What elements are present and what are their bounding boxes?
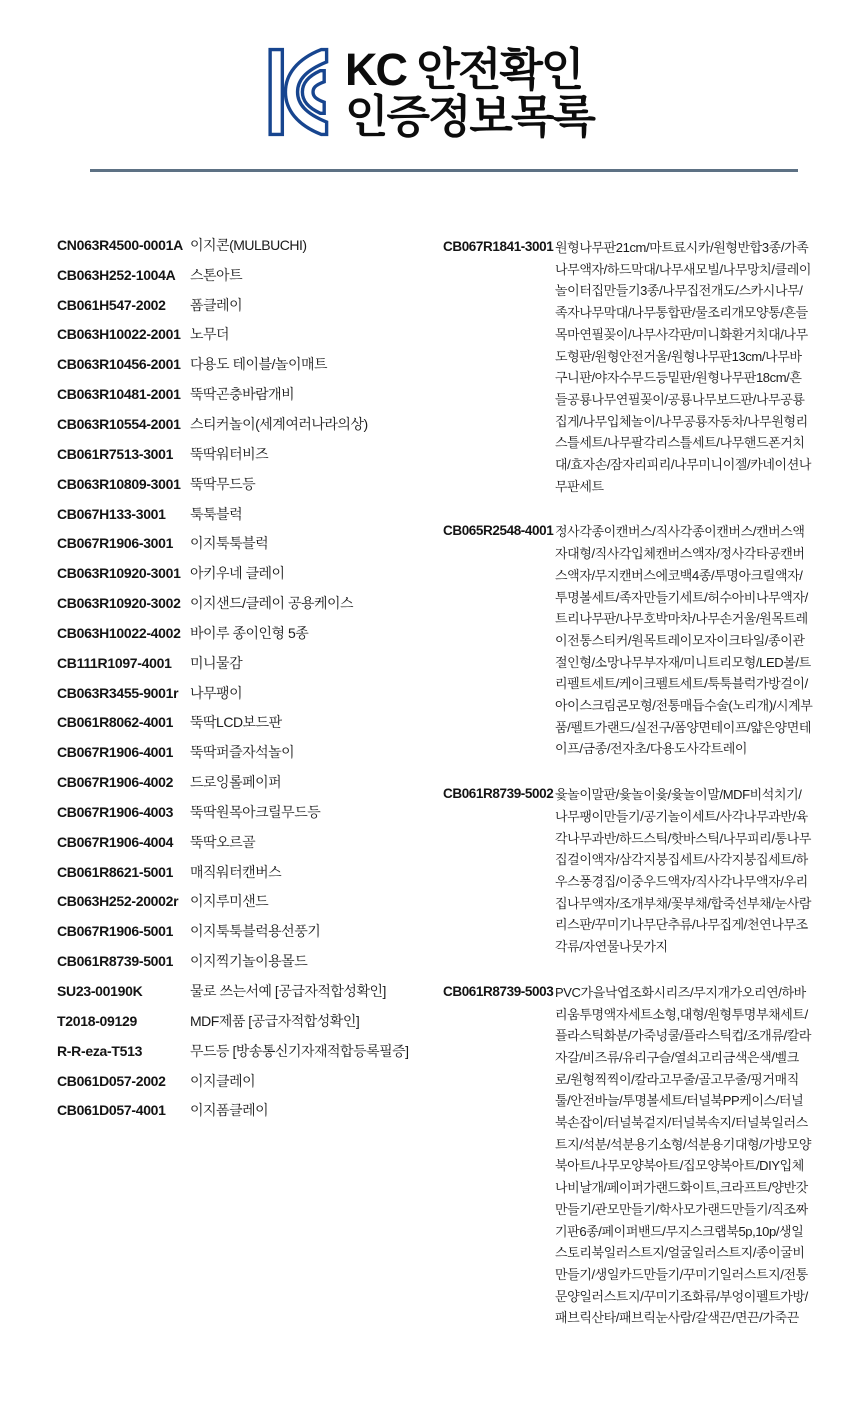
product-name: 이지샌드/클레이 공용케이스	[190, 595, 354, 612]
product-name: 이지폼클레이	[190, 1102, 269, 1119]
certification-row	[57, 678, 427, 708]
certification-row	[57, 320, 427, 350]
certification-code: CB061R8062-4001	[57, 714, 174, 731]
certification-row	[57, 260, 427, 290]
product-name: 이지루미샌드	[190, 893, 269, 910]
certification-row	[57, 1036, 427, 1066]
certification-row	[57, 916, 427, 946]
certification-code: CB067H133-3001	[57, 505, 166, 522]
product-name: 이지툭툭블럭용선풍기	[190, 923, 321, 940]
certification-row	[57, 618, 427, 648]
certification-row	[57, 737, 427, 767]
certification-code: CB063R3455-9001r	[57, 684, 179, 701]
certification-code: CB067R1906-4002	[57, 774, 174, 791]
certification-code: CB063R10481-2001	[57, 386, 181, 403]
certification-code: CB061D057-4001	[57, 1102, 166, 1119]
certification-row	[57, 230, 427, 260]
certification-code: CB067R1841-3001	[443, 239, 554, 254]
certification-row	[57, 827, 427, 857]
certification-code: SU23-00190K	[57, 983, 143, 1000]
product-name: 스티커놀이(세계여러나라의상)	[190, 415, 368, 432]
product-name: 바이루 종이인형 5종	[190, 624, 309, 641]
certification-row	[57, 887, 427, 917]
product-name: 폼클레이	[190, 296, 243, 313]
product-name: 드로잉롤페이퍼	[190, 774, 282, 791]
product-list: 정사각종이캔버스/직사각종이캔버스/캔버스액자대형/직사각입체캔버스액자/정사각타공캔버스액자/무지캔버스에코백4종/투명아크릴액자/투명볼세트/족자만들기세트/허수아비나무액자/트리나무판/나무호박마차/나무손거울/원목트레이전통스티커/원목트레이모자이크타일/종이관절인형/소망나무부자재/미니트리모형/LED볼/트리펠트세트/케이크펠트세트/툭툭블럭가방걸이/아이스크림콘모형/전통매듭수술(노리개)/시계부품/펠트가랜드/실전구/폼양면테이프/얇은양면테이프/금종/전자초/다용도사각트레이	[555, 524, 813, 757]
certification-row	[57, 528, 427, 558]
certification-row	[57, 648, 427, 678]
certification-row	[57, 499, 427, 529]
product-name: 스톤아트	[190, 266, 243, 283]
product-name: 뚝딱무드등	[190, 475, 256, 492]
certification-row	[57, 379, 427, 409]
certification-code: T2018-09129	[57, 1012, 137, 1029]
certification-row	[57, 708, 427, 738]
product-name: 노무더	[190, 326, 230, 343]
page-title-line1: KC 안전확인	[345, 44, 583, 95]
certification-row	[57, 976, 427, 1006]
certification-code: CB063H252-1004A	[57, 266, 176, 283]
certification-list-right	[443, 237, 823, 1353]
certification-row	[57, 1006, 427, 1036]
product-name: 뚝딱원목아크릴무드등	[190, 803, 321, 820]
certification-row	[57, 558, 427, 588]
product-name: 뚝딱곤충바람개비	[190, 386, 295, 403]
certification-code: CB067R1906-4003	[57, 803, 174, 820]
certification-block	[443, 982, 823, 1329]
certification-block	[443, 784, 823, 958]
certification-code: CB111R1097-4001	[57, 654, 172, 671]
certification-row	[57, 1066, 427, 1096]
certification-code: CB061H547-2002	[57, 296, 166, 313]
certification-code: CB061R8739-5002	[443, 786, 554, 802]
product-list: 윷놀이말판/윷놀이윷/윷놀이말/MDF비석치기/나무팽이만들기/공기놀이세트/사각나무과반/육각나무과반/하드스틱/핫바스틱/나무피리/통나무집걸이액자/삼각지붕집세트/사각지붕집세트/하우스풍경집/이중우드액자/직사각나무액자/우리집나무액자/조개부채/꽃부채/합죽선부채/눈사람리스판/꾸미기나무단추류/나무집게/천연나무조각류/자연물나뭇가지	[555, 787, 812, 955]
certification-block	[443, 521, 823, 760]
certification-code: CB061R8739-5003	[443, 983, 554, 999]
certification-row	[57, 946, 427, 976]
certification-row	[57, 857, 427, 887]
certification-row	[57, 469, 427, 499]
product-list: 원형나무판21cm/마트료시카/원형반합3종/가족나무액자/하드막대/나무새모빌/나무망치/클레이놀이터집만들기3종/나무집전개도/스카시나무/족자나무막대/나무통합판/물조리개모양통/흔들목마연필꽂이/나무사각판/미니화환거치대/나무도형판/원형안전거울/원형나무판13cm/나무바구니판/야자수무드등밑판/원형나무판18cm/흔들공룡나무연필꽂이/공룡나무보드판/나무공룡집게/나무입체놀이/나무공룡자동차/나무원형리스틀세트/나무팔각리스틀세트/나무핸드폰거치대/효자손/잠자리피리/나무미니이젤/카네이션나무판세트	[555, 240, 812, 494]
product-name: 뚝딱오르골	[190, 833, 256, 850]
certification-row	[57, 409, 427, 439]
product-name: 이지찍기놀이용몰드	[190, 953, 308, 970]
certification-code: CB061D057-2002	[57, 1072, 166, 1089]
product-name: 툭툭블럭	[190, 505, 243, 522]
certification-row	[57, 588, 427, 618]
product-name: 물로 쓰는서예 [공급자적합성확인]	[190, 983, 386, 1000]
certification-code: CB061R8739-5001	[57, 953, 174, 970]
certification-code: CB061R7513-3001	[57, 445, 174, 462]
certification-code: CB065R2548-4001	[443, 523, 554, 539]
certification-code: CB063H10022-2001	[57, 326, 181, 343]
certification-code: CB067R1906-5001	[57, 923, 174, 940]
certification-row	[57, 1095, 427, 1125]
certification-row	[57, 290, 427, 320]
product-name: MDF제품 [공급자적합성확인]	[190, 1012, 360, 1029]
product-name: 미니물감	[190, 654, 243, 671]
page-header	[268, 46, 594, 140]
product-name: 나무팽이	[190, 684, 243, 701]
certification-code: CB063R10554-2001	[57, 415, 181, 432]
page-title-line2: 인증정보목록	[345, 91, 594, 142]
product-name: 이지콘(MULBUCHI)	[190, 236, 307, 253]
certification-list-left	[57, 230, 427, 1125]
product-list: PVC가을낙엽조화시리즈/무지개가오리연/하바리움투명액자세트소형,대형/원형투명부채세트/플라스틱화분/가죽넝쿨/플라스틱컵/조개류/칼라자갈/비즈류/유리구슬/열쇠고리금색은색/벨크로/원형찍찍이/칼라고무줄/골고무줄/핑거매직툴/안전바늘/투명볼세트/터널북PP케이스/터널북손잡이/터널북겉지/터널북속지/터널북일러스트지/석분/석분용기소형/석분용기대형/가방모양북아트/나무모양북아트/집모양북아트/DIY입체나비날개/페이퍼가랜드화이트,크라프트/양반갓만들기/관모만들기/학사모가랜드만들기/직조짜기판6종/페이퍼밴드/무지스크랩북5p,10p/생일스토리북일러스트지/얼굴일러스트지/종이굴비만들기/생일카드만들기/꾸미기일러스트지/전통문양일러스트지/꾸미기조화류/부엉이펠트가방/패브릭산타/패브릭눈사람/갈색끈/면끈/가죽끈	[555, 984, 812, 1326]
certification-code: CB067R1906-4004	[57, 833, 174, 850]
certification-row	[57, 767, 427, 797]
page-title	[345, 46, 594, 140]
kc-mark-icon	[268, 46, 330, 138]
certification-code: CB063H10022-4002	[57, 624, 181, 641]
product-name: 아키우네 클레이	[190, 565, 285, 582]
certification-code: CB061R8621-5001	[57, 863, 174, 880]
product-name: 이지툭툭블럭	[190, 535, 269, 552]
certification-code: CN063R4500-0001A	[57, 236, 183, 253]
certification-code: R-R-eza-T513	[57, 1042, 143, 1059]
certification-code: CB063H252-20002r	[57, 893, 179, 910]
product-name: 무드등 [방송통신기자재적합등록필증]	[190, 1042, 409, 1059]
certification-code: CB063R10456-2001	[57, 356, 181, 373]
certification-row	[57, 797, 427, 827]
certification-code: CB063R10920-3002	[57, 595, 181, 612]
header-divider	[90, 169, 798, 172]
certification-row	[57, 349, 427, 379]
certification-row	[57, 439, 427, 469]
certification-code: CB067R1906-3001	[57, 535, 174, 552]
product-name: 매직워터캔버스	[190, 863, 282, 880]
product-name: 뚝딱퍼즐자석놀이	[190, 744, 295, 761]
certification-code: CB063R10920-3001	[57, 565, 181, 582]
product-name: 뚝딱워터비즈	[190, 445, 269, 462]
certification-block	[443, 237, 823, 497]
product-name: 이지클레이	[190, 1072, 256, 1089]
product-name: 다용도 테이블/놀이매트	[190, 356, 328, 373]
certification-code: CB067R1906-4001	[57, 744, 174, 761]
product-name: 뚝딱LCD보드판	[190, 714, 282, 731]
certification-code: CB063R10809-3001	[57, 475, 181, 492]
